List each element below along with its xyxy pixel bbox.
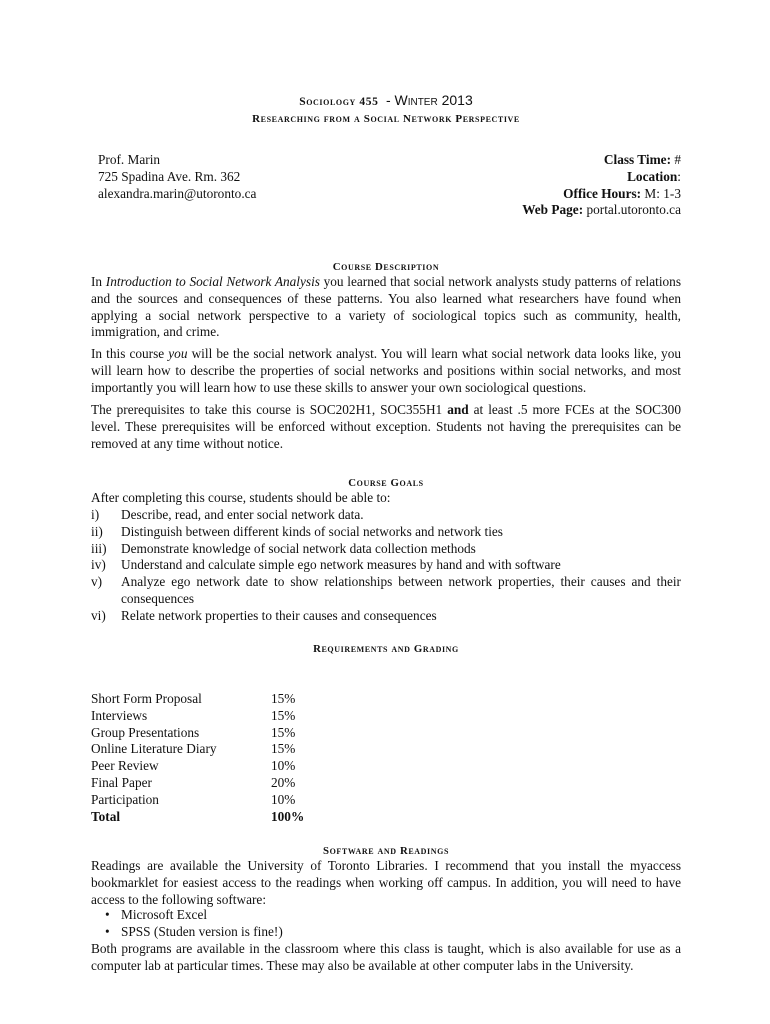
course-title bbox=[91, 92, 681, 111]
course-term: - Winter 2013 bbox=[385, 92, 473, 108]
software-heading: Software and Readings bbox=[322, 845, 450, 857]
list-item: iv) Understand and calculate simple ego network measures by hand and with software bbox=[91, 557, 561, 573]
software-list bbox=[105, 907, 283, 941]
instructor-address: 725 Spadina Ave. Rm. 362 bbox=[98, 168, 241, 184]
course-code: Sociology 455 bbox=[299, 96, 379, 108]
table-row: Group Presentations 15% bbox=[91, 724, 296, 740]
table-row: Interviews 15% bbox=[91, 707, 296, 723]
goals-list bbox=[91, 507, 681, 625]
course-subtitle: Researching from a Social Network Perspective bbox=[252, 113, 520, 125]
list-item: i) Describe, read, and enter social network data. bbox=[91, 507, 364, 522]
table-row: Participation 10% bbox=[91, 791, 296, 807]
goals-intro: After completing this course, students should be able to: bbox=[91, 490, 391, 505]
list-item: ii) Distinguish between different kinds of social networks and network ties bbox=[91, 523, 503, 539]
table-row: Final Paper 20% bbox=[91, 774, 296, 790]
web-page: Web Page: portal.utoronto.ca bbox=[522, 202, 681, 218]
description-paragraph-2: In this course you will be the social network analyst. You will learn what social network data looks like, you will learn how to describe the properties of social networks and positions within social networks, and most importantly you will learn how to use these skills to answer your own sociological questions. bbox=[91, 346, 681, 395]
grading-table bbox=[91, 691, 304, 825]
grading-heading: Requirements and Grading bbox=[313, 643, 459, 655]
list-item: iii) Demonstrate knowledge of social network data collection methods bbox=[91, 540, 476, 556]
office-hours: Office Hours: M: 1-3 bbox=[563, 185, 681, 201]
course-description-heading: Course Description bbox=[332, 261, 440, 273]
software-paragraph-2: Both programs are available in the classroom where this class is taught, which is also available for use as a computer lab at particular times. These may also be available at other computer labs in the University. bbox=[91, 941, 681, 973]
description-paragraph-1: In Introduction to Social Network Analysis you learned that social network analysts study patterns of relations and the sources and consequences of these patterns. You also learned what researchers have found when applying a social network perspective to a variety of sociological topics such as community, health, immigration, and crime. bbox=[91, 274, 681, 340]
list-item: vi) Relate network properties to their causes and consequences bbox=[91, 607, 437, 623]
class-time: Class Time: # bbox=[603, 152, 681, 167]
list-item: v) Analyze ego network date to show relationships between network properties, their causes and their consequences bbox=[91, 574, 681, 606]
description-paragraph-3: The prerequisites to take this course is SOC202H1, SOC355H1 and at least .5 more FCEs at the SOC300 level. These prerequisites will be enforced without exception. Students not having the prerequisites can be removed at any time without notice. bbox=[91, 402, 681, 451]
course-goals-heading: Course Goals bbox=[348, 477, 424, 489]
list-item: • SPSS (Studen version is fine!) bbox=[105, 923, 283, 939]
list-item: • Microsoft Excel bbox=[105, 907, 208, 922]
table-row: Short Form Proposal 15% bbox=[91, 691, 296, 706]
software-paragraph-1: Readings are available the University of Toronto Libraries. I recommend that you install the myaccess bookmarklet for easiest access to the readings when working off campus. In addition, you will need to have access to the following software: bbox=[91, 858, 681, 907]
instructor-name: Prof. Marin bbox=[98, 152, 161, 167]
instructor-info bbox=[98, 152, 256, 202]
table-row: Peer Review 10% bbox=[91, 758, 296, 774]
table-row: Online Literature Diary 15% bbox=[91, 741, 296, 757]
location: Location: bbox=[627, 168, 681, 184]
instructor-email[interactable]: alexandra.marin@utoronto.ca bbox=[98, 185, 257, 201]
class-info bbox=[522, 152, 681, 219]
grading-total-row: Total 100% bbox=[91, 808, 305, 824]
